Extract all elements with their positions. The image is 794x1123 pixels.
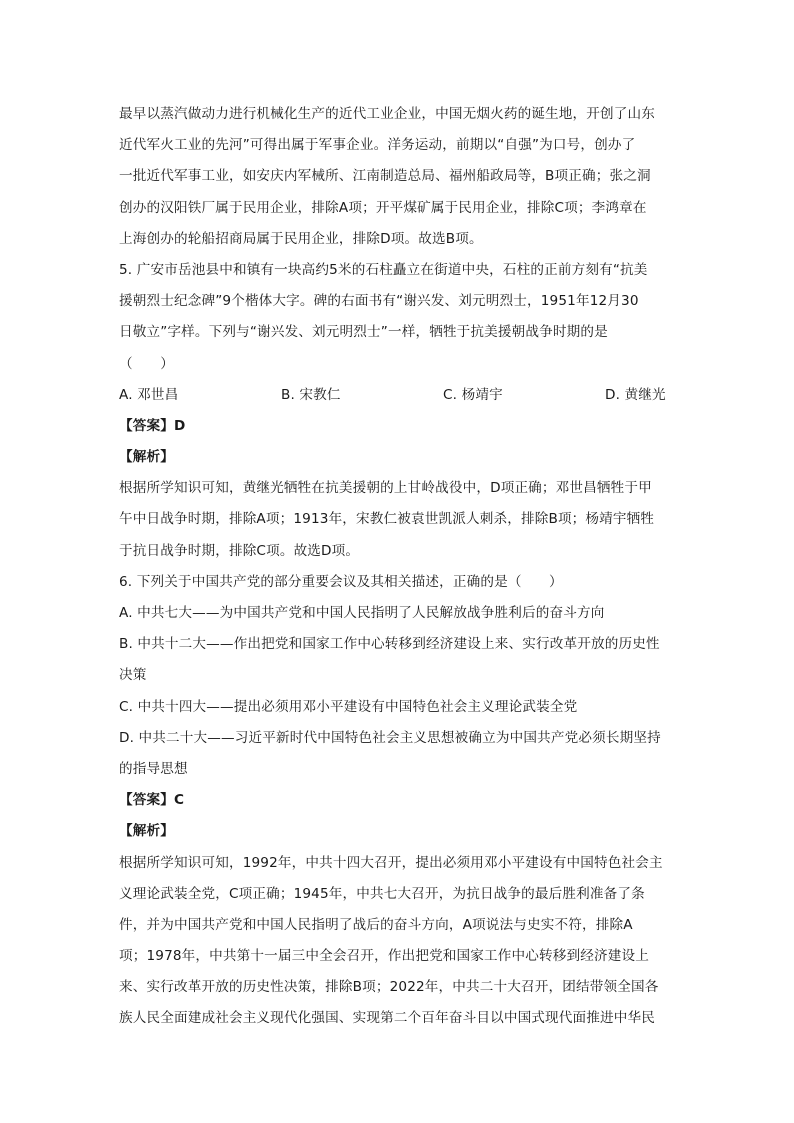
question-blank: （ ） — [119, 355, 174, 372]
analysis-line: 于抗日战争时期，排除C项。故选D项。 — [119, 542, 360, 559]
option-line: B. 中共十二大——作出把党和国家工作中心转移到经济建设上来、实行改革开放的历史性 — [119, 636, 660, 653]
option-line: D. 中共二十大——习近平新时代中国特色社会主义思想被确立为中国共产党必须长期坚持 — [119, 729, 661, 746]
analysis-line: 件，并为中国共产党和中国人民指明了战后的奋斗方向，A项说法与史实不符，排除A — [119, 916, 633, 933]
option-c: C. 杨靖宇 — [443, 386, 503, 403]
question-stem-line: 日敬立”字样。下列与“谢兴发、刘元明烈士”一样，牺牲于抗美援朝战争时期的是 — [119, 324, 608, 341]
option-row — [119, 380, 675, 411]
analysis-line: 午中日战争时期，排除A项；1913年，宋教仁被袁世凯派人刺杀，排除B项；杨靖宇牺牲 — [119, 511, 655, 528]
text-line: 最早以蒸汽做动力进行机械化生产的近代工业企业，中国无烟火药的诞生地，开创了山东 — [119, 106, 656, 122]
analysis-line: 项；1978年，中共第十一届三中全会召开，作出把党和国家工作中心转移到经济建设上 — [119, 948, 649, 965]
previous-analysis — [119, 99, 675, 255]
answer-label: 【答案】C — [119, 792, 185, 809]
question-stem-line: 援朝烈士纪念碑”9个楷体大字。碑的右面书有“谢兴发、刘元明烈士，1951年12月30 — [119, 293, 639, 310]
analysis-line: 来、实行改革开放的历史性决策，排除B项；2022年，中共二十大召开，团结带领全国各 — [119, 979, 659, 996]
answer-label: 【答案】D — [119, 417, 186, 434]
question-6 — [119, 567, 675, 1035]
text-line: 创办的汉阳铁厂属于民用企业，排除A项；开平煤矿属于民用企业，排除C项；李鸿章在 — [119, 199, 647, 216]
option-b: B. 宋教仁 — [281, 386, 341, 403]
option-line: 的指导思想 — [119, 760, 188, 777]
analysis-heading: 【解析】 — [119, 449, 174, 466]
analysis-line: 族人民全面建成社会主义现代化强国、实现第二个百年奋斗目以中国式现代面推进中华民 — [119, 1010, 656, 1027]
analysis-line: 根据所学知识可知，1992年，中共十四大召开，提出必须用邓小平建设有中国特色社会主 — [119, 854, 663, 871]
document-page — [119, 99, 675, 1035]
analysis-line: 义理论武装全党，C项正确；1945年，中共七大召开，为抗日战争的最后胜利准备了条 — [119, 885, 645, 902]
option-line: 决策 — [119, 667, 147, 684]
question-5 — [119, 255, 675, 567]
option-line: C. 中共十四大——提出必须用邓小平建设有中国特色社会主义理论武装全党 — [119, 698, 578, 715]
option-line: A. 中共七大——为中国共产党和中国人民指明了人民解放战争胜利后的奋斗方向 — [119, 605, 605, 621]
question-stem-line: 6. 下列关于中国共产党的部分重要会议及其相关描述，正确的是（ ） — [119, 573, 563, 590]
text-line: 近代军火工业的先河”可得出属于军事企业。洋务运动，前期以“自强”为口号，创办了 — [119, 137, 636, 154]
analysis-line: 根据所学知识可知，黄继光牺牲在抗美援朝的上甘岭战役中，D项正确；邓世昌牺牲于甲 — [119, 480, 652, 497]
text-line: 一批近代军事工业，如安庆内军械所、江南制造总局、福州船政局等，B项正确；张之洞 — [119, 168, 651, 185]
analysis-heading: 【解析】 — [119, 823, 174, 840]
option-a: A. 邓世昌 — [119, 386, 179, 403]
text-line: 上海创办的轮船招商局属于民用企业，排除D项。故选B项。 — [119, 230, 483, 247]
option-d: D. 黄继光 — [605, 386, 666, 403]
question-stem-line: 5. 广安市岳池县中和镇有一块高约5米的石柱矗立在街道中央，石柱的正前方刻有“抗美 — [119, 261, 648, 278]
